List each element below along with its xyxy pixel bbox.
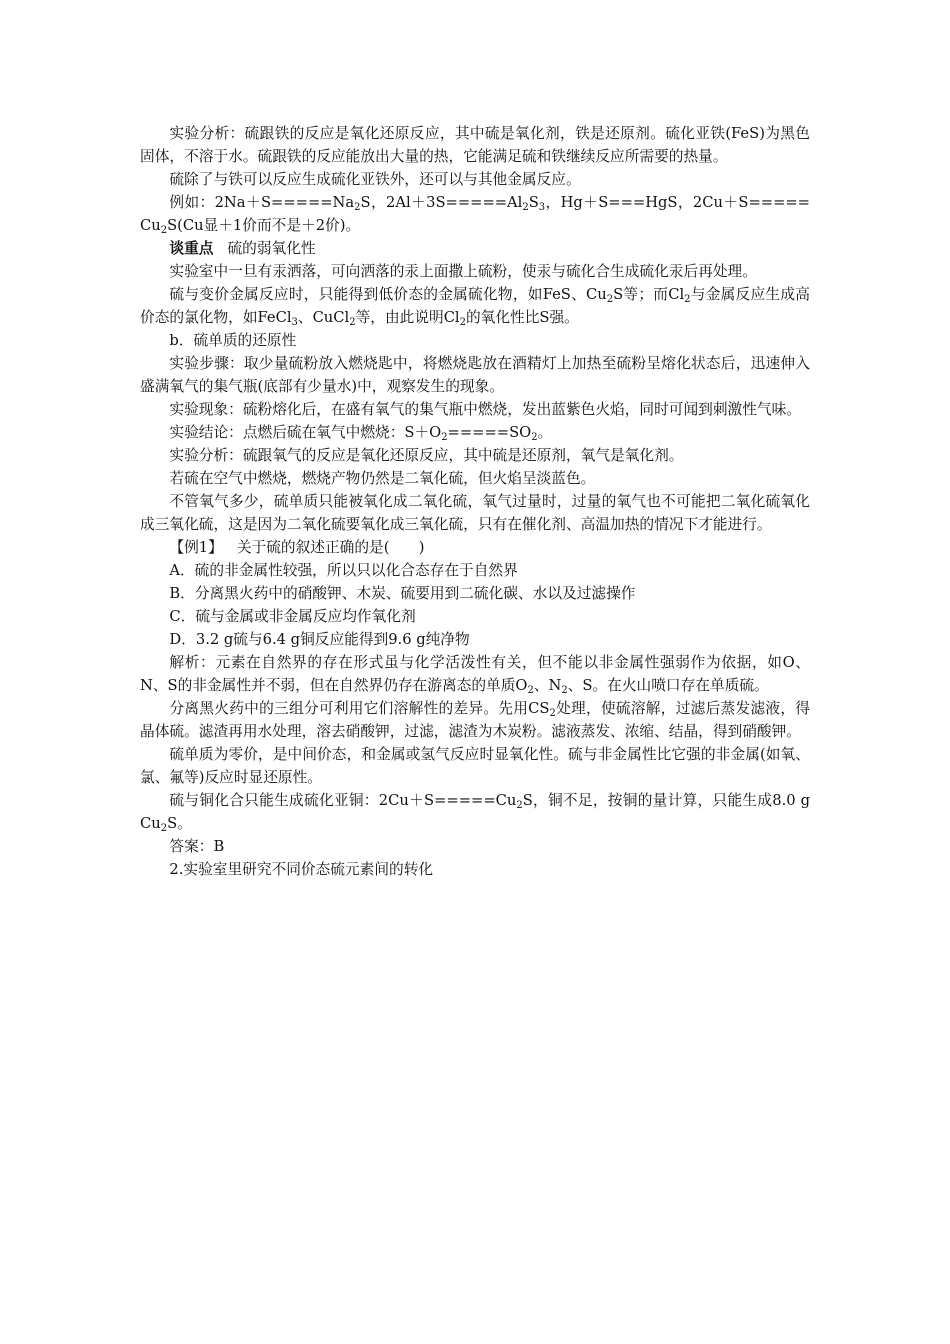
text-run: b．硫单质的还原性	[169, 332, 297, 349]
subscript: 2	[606, 293, 614, 305]
paragraph-p19	[140, 651, 810, 697]
text-run: C．硫与金属或非金属反应均作氧化剂	[169, 608, 416, 625]
paragraph-p23	[140, 835, 810, 858]
text-run: 答案：B	[169, 838, 225, 855]
text-run: 实验结论：点燃后硫在氧气中燃烧：S＋O	[169, 424, 442, 441]
text-run: 例如：2Na＋S=====Na	[169, 194, 355, 211]
subscript: 2	[684, 293, 691, 305]
paragraph-p09	[140, 398, 810, 421]
text-run: B．分离黑火药中的硝酸钾、木炭、硫要用到二硫化碳、水以及过滤操作	[169, 585, 636, 602]
subscript: 2	[160, 822, 168, 834]
paragraph-p13	[140, 490, 810, 536]
paragraph-p10	[140, 421, 810, 444]
paragraph-p15	[140, 559, 810, 582]
text-run: 实验室中一旦有汞洒落，可向洒落的汞上面撒上硫粉，使汞与硫化合生成硫化汞后再处理。	[169, 263, 757, 280]
text-run: 实验现象：硫粉熔化后，在盛有氧气的集气瓶中燃烧，发出蓝紫色火焰，同时可闻到刺激性气味。	[169, 401, 801, 418]
text-run: 硫单质为零价，是中间价态，和金属或氢气反应时显氧化性。硫与非金属性比它强的非金属(如氧、氯、氟等)反应时显还原性。	[140, 746, 810, 786]
text-run: 2.实验室里研究不同价态硫元素间的转化	[169, 861, 434, 878]
paragraph-p17	[140, 605, 810, 628]
subscript: 3	[538, 201, 546, 213]
paragraph-p21	[140, 743, 810, 789]
text-run: 硫除了与铁可以反应生成硫化亚铁外，还可以与其他金属反应。	[169, 171, 581, 188]
paragraph-p02	[140, 168, 810, 191]
text-run: 的氧化性比S强。	[465, 309, 579, 326]
subscript: 2	[516, 799, 523, 811]
subscript: 3	[291, 316, 298, 328]
text-run: A．硫的非金属性较强，所以只以化合态存在于自然界	[169, 562, 518, 579]
text-run: 若硫在空气中燃烧，燃烧产物仍然是二氧化硫，但火焰呈淡蓝色。	[169, 470, 596, 487]
text-run: 等，由此说明Cl	[355, 309, 460, 326]
paragraph-p18	[140, 628, 810, 651]
paragraph-p14	[140, 536, 810, 559]
text-run: S	[528, 194, 539, 211]
paragraph-p24	[140, 858, 810, 881]
paragraph-p06	[140, 283, 810, 329]
paragraph-p08	[140, 352, 810, 398]
text-run: 处理，使硫溶解，过滤后蒸发滤液，得晶体硫。滤渣再用水处理，溶去硝酸钾，过滤，滤渣为木炭粉。滤液蒸发、浓缩、结晶，得到硝酸钾。	[140, 700, 810, 740]
text-run: 与金属反应生成高价态的氯化物，如FeCl	[140, 286, 810, 326]
subscript: 2	[527, 684, 534, 696]
subscript: 2	[349, 316, 356, 328]
paragraph-p04	[140, 237, 810, 260]
text-run: 硫的弱氧化性	[227, 240, 316, 257]
paragraph-p12	[140, 467, 810, 490]
text-run: 分离黑火药中的三组分可利用它们溶解性的差异。先用CS	[169, 700, 550, 717]
subscript: 2	[459, 316, 466, 328]
text-run: =====SO	[447, 424, 532, 441]
subscript: 2	[160, 224, 168, 236]
text-run: S(Cu显＋1价而不是＋2价)。	[167, 217, 361, 234]
subscript: 2	[354, 201, 361, 213]
text-run: 解析：元素在自然界的存在形式虽与化学活泼性有关，但不能以非金属性强弱作为依据，如O、N、S的非金属性并不弱，但在自然界仍存在游离态的单质O	[140, 654, 810, 694]
text-run: ，Hg＋S===HgS，2Cu＋S=====Cu	[140, 194, 810, 234]
text-run: 实验分析：硫跟铁的反应是氧化还原反应，其中硫是氧化剂，铁是还原剂。硫化亚铁(FeS)为黑色固体，不溶于水。硫跟铁的反应能放出大量的热，它能满足硫和铁继续反应所需要的热量。	[140, 125, 810, 165]
text-run: 实验分析：硫跟氧气的反应是氧化还原反应，其中硫是还原剂，氧气是氧化剂。	[169, 447, 684, 464]
paragraph-p11	[140, 444, 810, 467]
subscript: 2	[522, 201, 529, 213]
text-run: S，铜不足，按铜的量计算，只能生成8.0 g Cu	[140, 792, 810, 832]
text-run: 、N	[533, 677, 562, 694]
paragraph-p05	[140, 260, 810, 283]
text-run: S，2Al＋3S=====Al	[360, 194, 523, 211]
paragraph-p01	[140, 122, 810, 168]
text-run: 。	[537, 424, 553, 441]
subscript: 2	[531, 431, 538, 443]
text-run: 实验步骤：取少量硫粉放入燃烧匙中，将燃烧匙放在酒精灯上加热至硫粉呈熔化状态后，迅速伸入盛满氧气的集气瓶(底部有少量水)中，观察发生的现象。	[140, 355, 810, 395]
paragraph-p03	[140, 191, 810, 237]
paragraph-p20	[140, 697, 810, 743]
bold-label: 谈重点	[169, 240, 214, 257]
text-run: 【例1】	[169, 539, 223, 556]
text-run: 关于硫的叙述正确的是( )	[236, 539, 425, 556]
text-run: 、CuCl	[297, 309, 350, 326]
text-run: S等；而Cl	[613, 286, 685, 303]
subscript: 2	[441, 431, 448, 443]
paragraph-p07	[140, 329, 810, 352]
paragraph-p22	[140, 789, 810, 835]
text-run: 硫与变价金属反应时，只能得到低价态的金属硫化物，如FeS、Cu	[169, 286, 607, 303]
paragraph-p16	[140, 582, 810, 605]
text-run: S。	[167, 815, 192, 832]
text-run: 硫与铜化合只能生成硫化亚铜：2Cu＋S=====Cu	[169, 792, 517, 809]
text-run: 、S。在火山喷口存在单质硫。	[567, 677, 769, 694]
subscript: 2	[549, 707, 556, 719]
subscript: 2	[561, 684, 568, 696]
text-run: D．3.2 g硫与6.4 g铜反应能得到9.6 g纯净物	[169, 631, 470, 648]
text-run: 不管氧气多少，硫单质只能被氧化成二氧化硫，氧气过量时，过量的氧气也不可能把二氧化硫氧化成三氧化硫，这是因为二氧化硫要氧化成三氧化硫，只有在催化剂、高温加热的情况下才能进行。	[140, 493, 810, 533]
